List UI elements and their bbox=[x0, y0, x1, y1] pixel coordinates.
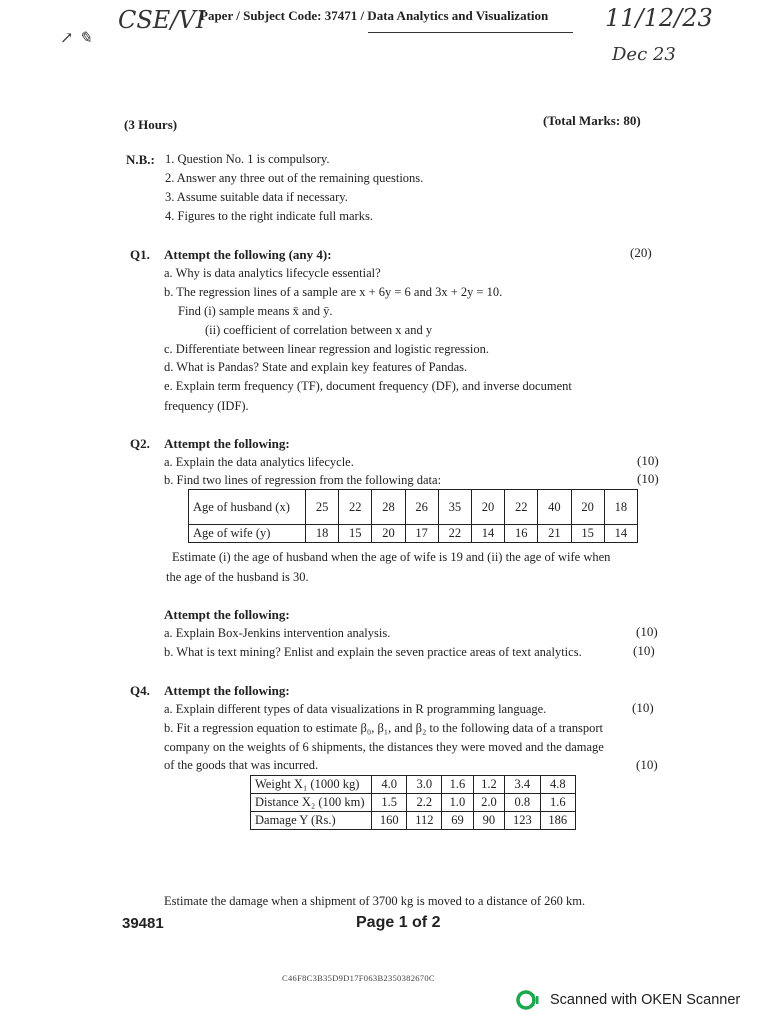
table-cell: 22 bbox=[505, 490, 538, 525]
table-cell: 20 bbox=[571, 490, 604, 525]
table-cell: 1.5 bbox=[372, 794, 407, 812]
q3-title: Attempt the following: bbox=[164, 607, 290, 622]
table-cell: 15 bbox=[571, 525, 604, 543]
q4-b-marks: (10) bbox=[636, 757, 658, 772]
table-cell: 2.2 bbox=[407, 794, 442, 812]
q2-data-table bbox=[188, 489, 638, 543]
table-cell: 14 bbox=[471, 525, 504, 543]
document-hash: C46F8C3B35D9D17F063B2350382670C bbox=[282, 973, 435, 983]
nb-label: N.B.: bbox=[126, 152, 155, 167]
nb-item: 3. Assume suitable data if necessary. bbox=[165, 190, 348, 204]
q4-data-table bbox=[250, 775, 576, 830]
handwritten-code: CSE/VI bbox=[118, 6, 206, 34]
q2-number: Q2. bbox=[130, 436, 150, 451]
table-cell: 17 bbox=[405, 525, 438, 543]
q3-a-marks: (10) bbox=[636, 624, 658, 639]
table-cell: 1.2 bbox=[473, 776, 504, 794]
table-cell: 28 bbox=[372, 490, 405, 525]
table-cell: 21 bbox=[538, 525, 571, 543]
table-cell: 4.8 bbox=[540, 776, 575, 794]
table-cell: 1.6 bbox=[442, 776, 473, 794]
table-cell: 20 bbox=[471, 490, 504, 525]
scanner-logo-icon bbox=[516, 989, 542, 1011]
q4-a-marks: (10) bbox=[632, 700, 654, 715]
q1-a: a. Why is data analytics lifecycle essential? bbox=[164, 266, 381, 280]
nb-item: 1. Question No. 1 is compulsory. bbox=[165, 152, 330, 166]
table-cell: 40 bbox=[538, 490, 571, 525]
table-cell: 35 bbox=[438, 490, 471, 525]
nb-item: 4. Figures to the right indicate full marks. bbox=[165, 209, 373, 223]
table-row bbox=[189, 490, 638, 525]
table-cell: 16 bbox=[505, 525, 538, 543]
table-cell: 18 bbox=[604, 490, 637, 525]
table-cell: 160 bbox=[372, 812, 407, 830]
q2-a-marks: (10) bbox=[637, 453, 659, 468]
q1-title: Attempt the following (any 4): bbox=[164, 247, 332, 262]
table-row bbox=[251, 794, 576, 812]
table-cell: 0.8 bbox=[505, 794, 540, 812]
table-cell: 69 bbox=[442, 812, 473, 830]
q2-estimate-line2: the age of the husband is 30. bbox=[166, 570, 309, 584]
q3-a: a. Explain Box-Jenkins intervention analysis. bbox=[164, 626, 391, 640]
table-row bbox=[251, 812, 576, 830]
paper-id: 39481 bbox=[122, 915, 164, 932]
table-cell: 3.4 bbox=[505, 776, 540, 794]
q1-number: Q1. bbox=[130, 247, 150, 262]
table-row-label: Weight X₁ (1000 kg) bbox=[251, 776, 372, 794]
q1-d: d. What is Pandas? State and explain key features of Pandas. bbox=[164, 360, 468, 374]
q4-a: a. Explain different types of data visualizations in R programming language. bbox=[164, 702, 547, 716]
q1-e-line1: e. Explain term frequency (TF), document frequency (DF), and inverse document bbox=[164, 379, 572, 393]
table-cell: 14 bbox=[604, 525, 637, 543]
table-cell: 22 bbox=[339, 490, 372, 525]
scanner-label: Scanned with OKEN Scanner bbox=[550, 992, 741, 1008]
exam-duration: (3 Hours) bbox=[124, 117, 178, 132]
paper-code: Paper / Subject Code: 37471 / Data Analytics and Visualization bbox=[200, 8, 549, 23]
table-row-label: Distance X₂ (100 km) bbox=[251, 794, 372, 812]
q1-b: b. The regression lines of a sample are x + 6y = 6 and 3x + 2y = 10. bbox=[164, 285, 503, 299]
table-cell: 2.0 bbox=[473, 794, 504, 812]
q1-marks: (20) bbox=[630, 245, 652, 260]
table-cell: 123 bbox=[505, 812, 540, 830]
margin-scribble: ↗ ✎ bbox=[60, 28, 92, 47]
table-cell: 4.0 bbox=[372, 776, 407, 794]
table-cell: 1.0 bbox=[442, 794, 473, 812]
table-cell: 26 bbox=[405, 490, 438, 525]
table-row-label: Age of wife (y) bbox=[189, 525, 306, 543]
table-cell: 112 bbox=[407, 812, 442, 830]
table-row-label: Damage Y (Rs.) bbox=[251, 812, 372, 830]
q1-b-part1: Find (i) sample means x̄ and ȳ. bbox=[178, 304, 333, 318]
table-cell: 20 bbox=[372, 525, 405, 543]
q1-c: c. Differentiate between linear regression and logistic regression. bbox=[164, 342, 489, 356]
handwritten-session: Dec 23 bbox=[612, 44, 676, 65]
q2-a: a. Explain the data analytics lifecycle. bbox=[164, 455, 354, 469]
table-row bbox=[251, 776, 576, 794]
scanner-watermark bbox=[516, 989, 740, 1011]
q2-title: Attempt the following: bbox=[164, 436, 290, 451]
q4-estimate: Estimate the damage when a shipment of 3700 kg is moved to a distance of 260 km. bbox=[164, 894, 586, 908]
q4-title: Attempt the following: bbox=[164, 683, 290, 698]
table-row bbox=[189, 525, 638, 543]
table-cell: 22 bbox=[438, 525, 471, 543]
table-cell: 25 bbox=[306, 490, 339, 525]
table-cell: 3.0 bbox=[407, 776, 442, 794]
table-cell: 18 bbox=[306, 525, 339, 543]
table-cell: 1.6 bbox=[540, 794, 575, 812]
q3-b: b. What is text mining? Enlist and explain the seven practice areas of text analytics. bbox=[164, 645, 582, 659]
q2-b: b. Find two lines of regression from the following data: bbox=[164, 473, 442, 487]
table-cell: 15 bbox=[339, 525, 372, 543]
paper-code-underline bbox=[368, 32, 573, 33]
q4-b-line1: b. Fit a regression equation to estimate β₀, β₁, and β₂ to the following data of a transport bbox=[164, 721, 604, 735]
q4-b-line2: company on the weights of 6 shipments, the distances they were moved and the damage bbox=[164, 740, 604, 754]
table-cell: 90 bbox=[473, 812, 504, 830]
table-cell: 186 bbox=[540, 812, 575, 830]
q4-number: Q4. bbox=[130, 683, 150, 698]
page-number: Page 1 of 2 bbox=[356, 914, 441, 931]
q4-b-line3: of the goods that was incurred. bbox=[164, 758, 319, 772]
q1-b-part2: (ii) coefficient of correlation between x and y bbox=[205, 323, 433, 337]
q2-estimate-line1: Estimate (i) the age of husband when the age of wife is 19 and (ii) the age of wife when bbox=[172, 550, 611, 564]
total-marks: (Total Marks: 80) bbox=[543, 113, 641, 128]
table-row-label: Age of husband (x) bbox=[189, 490, 306, 525]
q2-b-marks: (10) bbox=[637, 471, 659, 486]
q3-b-marks: (10) bbox=[633, 643, 655, 658]
handwritten-date: 11/12/23 bbox=[605, 4, 713, 32]
nb-item: 2. Answer any three out of the remaining questions. bbox=[165, 171, 424, 185]
q1-e-line2: frequency (IDF). bbox=[164, 399, 249, 413]
